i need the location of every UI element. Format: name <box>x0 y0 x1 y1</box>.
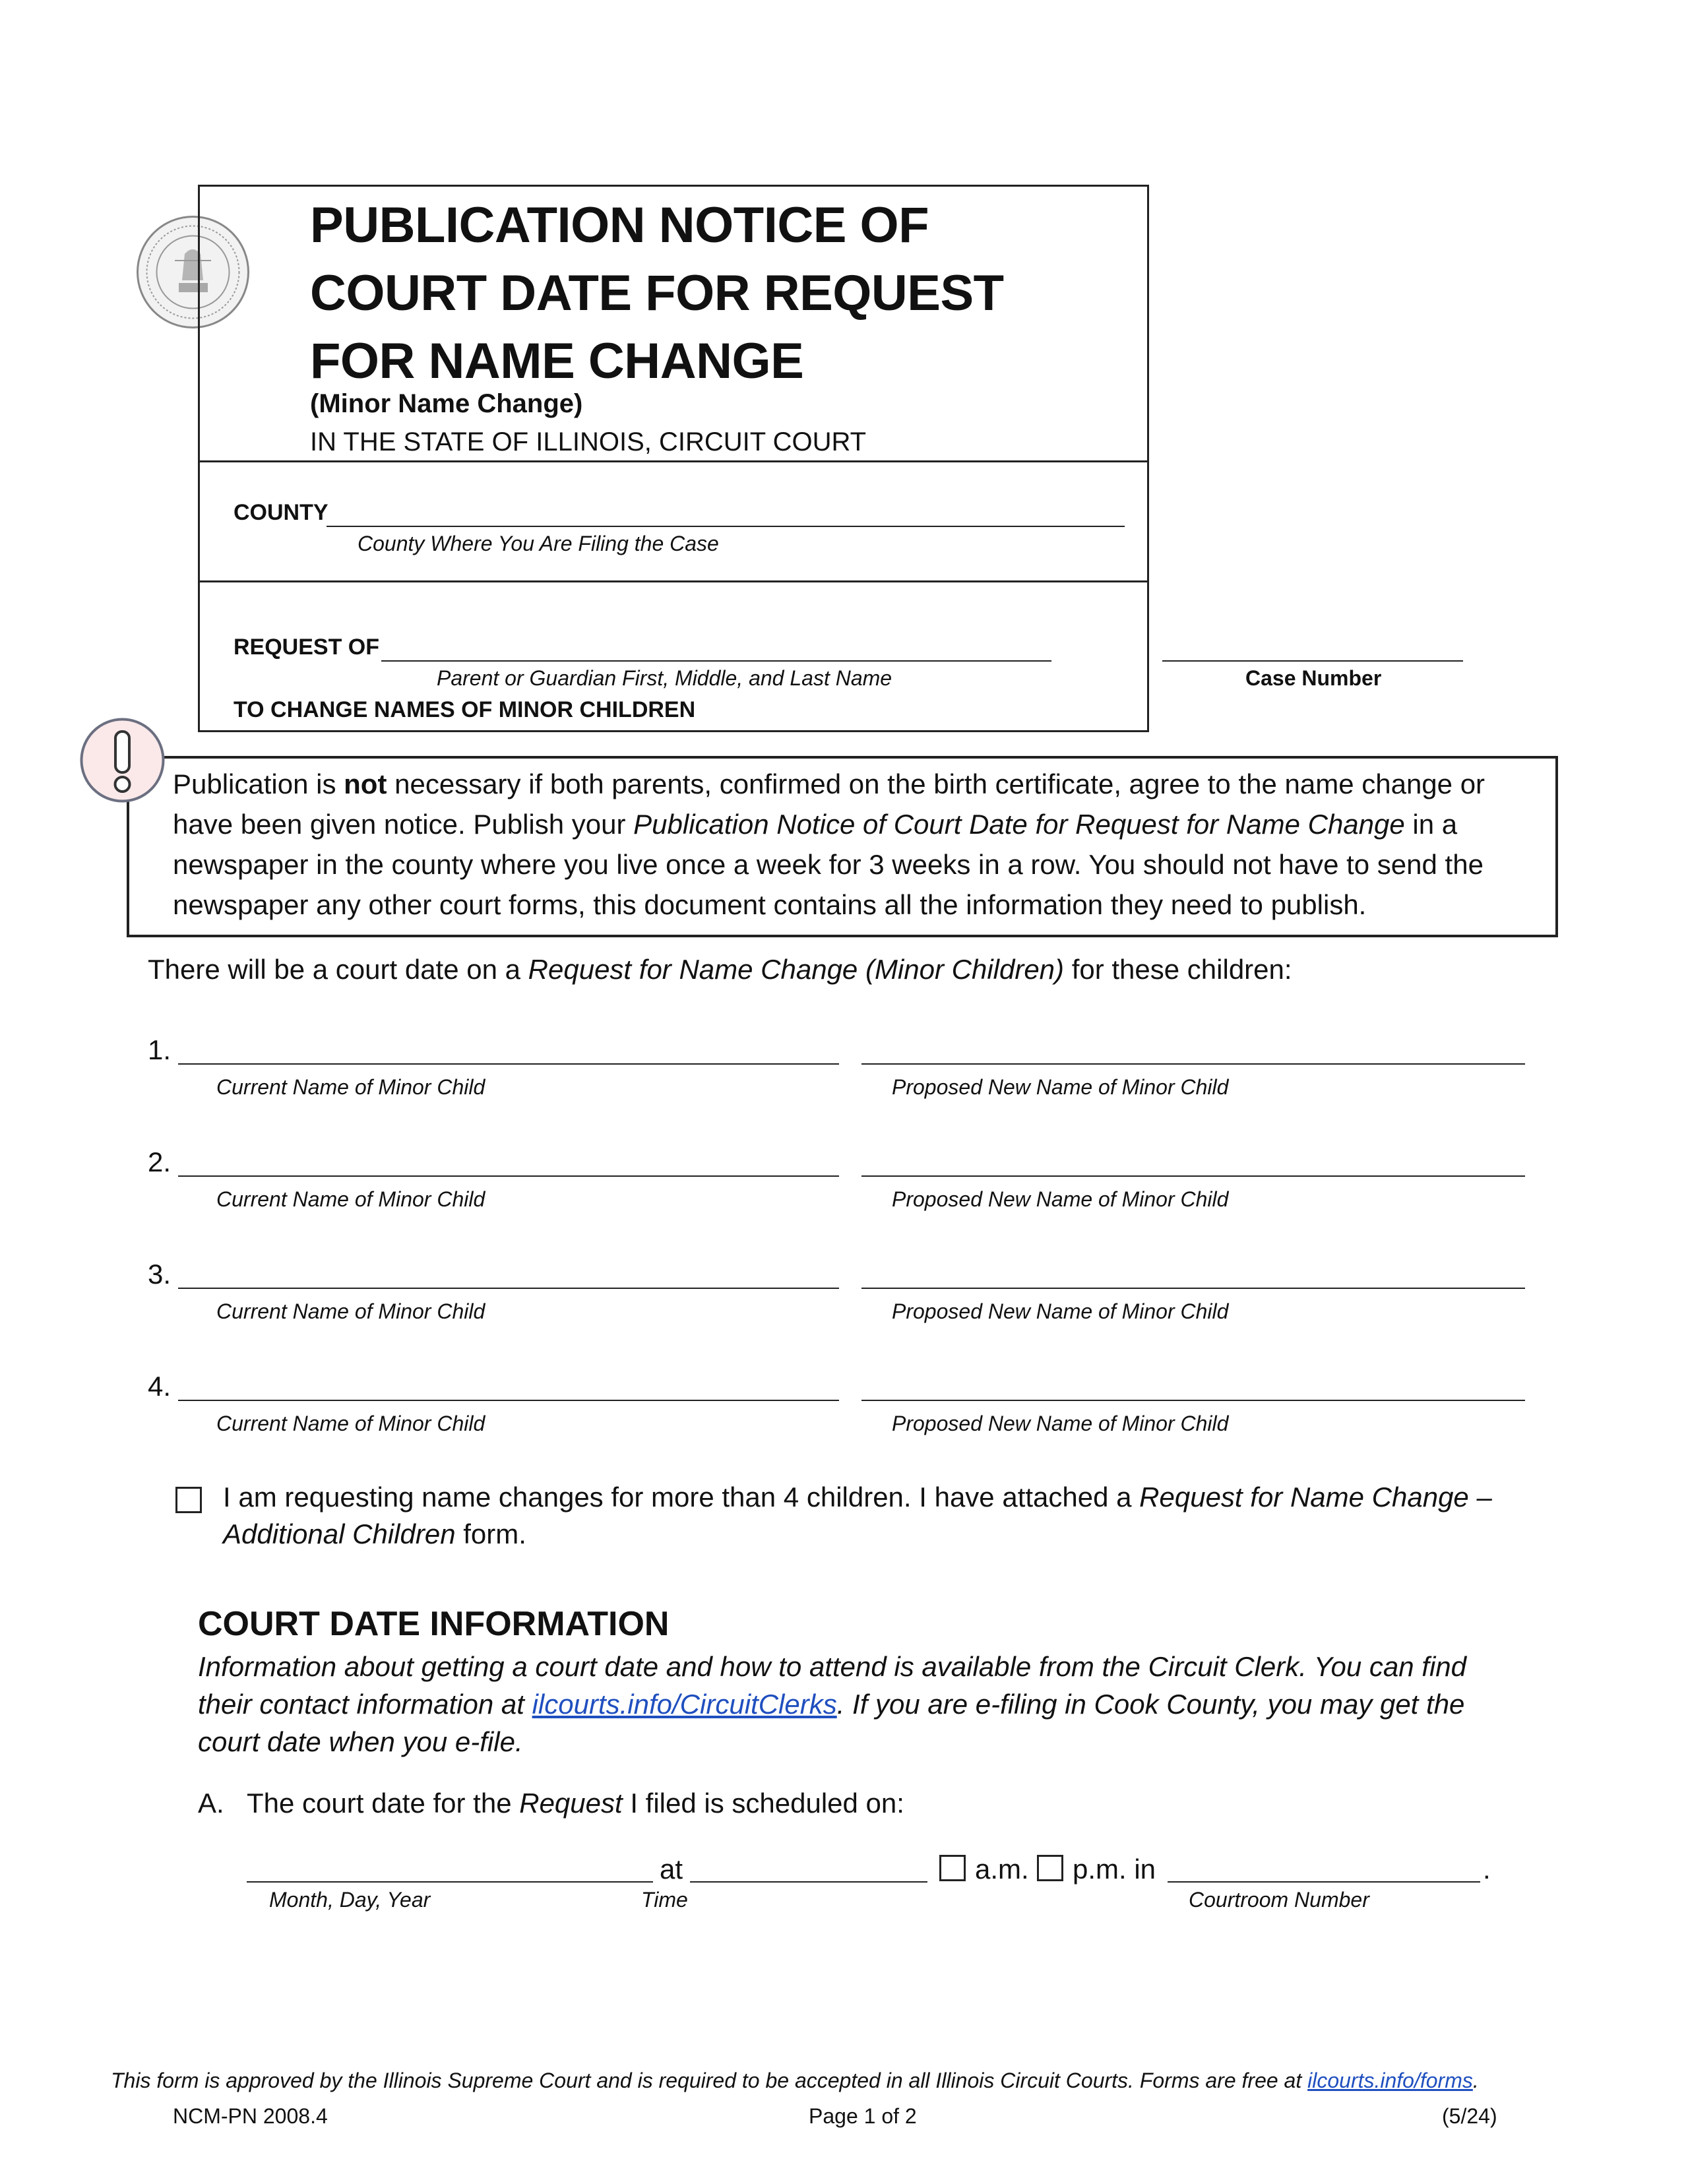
more-children-checkbox[interactable] <box>175 1487 202 1513</box>
footer-approval-note: This form is approved by the Illinois Supreme Court and is required to be accepted in all Illinois Circuit Courts. Forms are free at ilcourts.info/forms. <box>111 2069 1479 2092</box>
proposed-name-field[interactable] <box>861 1175 1525 1177</box>
county-caption: County Where You Are Filing the Case <box>358 532 719 555</box>
proposed-name-caption: Proposed New Name of Minor Child <box>892 1412 1229 1435</box>
current-name-caption: Current Name of Minor Child <box>216 1412 485 1435</box>
proposed-name-caption: Proposed New Name of Minor Child <box>892 1075 1229 1099</box>
current-name-field[interactable] <box>178 1288 839 1289</box>
courtroom-caption: Courtroom Number <box>1189 1888 1369 1912</box>
current-name-field[interactable] <box>178 1063 839 1065</box>
child-number: 1. <box>148 1034 172 1065</box>
child-number: 2. <box>148 1146 172 1177</box>
county-field[interactable] <box>327 526 1125 527</box>
proposed-name-caption: Proposed New Name of Minor Child <box>892 1299 1229 1323</box>
title-line: COURT DATE FOR REQUEST <box>310 265 1004 321</box>
current-name-caption: Current Name of Minor Child <box>216 1187 485 1211</box>
period: . <box>1483 1854 1491 1885</box>
proposed-name-caption: Proposed New Name of Minor Child <box>892 1187 1229 1211</box>
pm-checkbox[interactable] <box>1037 1855 1063 1881</box>
title-line: FOR NAME CHANGE <box>310 333 804 389</box>
item-a-letter: A. <box>198 1788 224 1819</box>
change-names-label: TO CHANGE NAMES OF MINOR CHILDREN <box>234 697 696 722</box>
current-name-caption: Current Name of Minor Child <box>216 1075 485 1099</box>
current-name-caption: Current Name of Minor Child <box>216 1299 485 1323</box>
form-id: NCM-PN 2008.4 <box>173 2104 328 2128</box>
am-label: a.m. <box>975 1854 1029 1885</box>
request-of-label: REQUEST OF <box>234 635 380 660</box>
case-number-label: Case Number <box>1245 666 1382 690</box>
alert-icon <box>78 716 167 805</box>
court-time-field[interactable] <box>690 1881 927 1883</box>
court-date-field[interactable] <box>247 1881 653 1883</box>
page-number: Page 1 of 2 <box>809 2104 917 2128</box>
more-children-text: I am requesting name changes for more than 4 children. I have attached a Request for Name Change – Additional Children form. <box>223 1482 1492 1549</box>
court-name: IN THE STATE OF ILLINOIS, CIRCUIT COURT <box>310 427 867 456</box>
circuit-clerks-link[interactable]: ilcourts.info/CircuitClerks <box>532 1689 837 1720</box>
courtroom-field[interactable] <box>1168 1881 1480 1883</box>
section-title: COURT DATE INFORMATION <box>198 1605 670 1643</box>
time-caption: Time <box>641 1888 688 1912</box>
case-number-field[interactable] <box>1162 660 1463 662</box>
date-caption: Month, Day, Year <box>269 1888 431 1912</box>
parent-name-field[interactable] <box>381 660 1051 662</box>
parent-name-caption: Parent or Guardian First, Middle, and Last Name <box>437 666 892 690</box>
court-date-info-text: Information about getting a court date and how to attend is available from the Circuit Clerk. You can find their contact information at ilcourts.info/CircuitClerks. If you are e-filing in Cook County, you may get the court date when you e-file. <box>198 1651 1467 1757</box>
forms-link[interactable]: ilcourts.info/forms <box>1307 2069 1473 2092</box>
proposed-name-field[interactable] <box>861 1288 1525 1289</box>
form-subtitle: (Minor Name Change) <box>310 389 583 418</box>
item-a-text: The court date for the Request I filed is scheduled on: <box>247 1788 904 1819</box>
current-name-field[interactable] <box>178 1400 839 1401</box>
publication-notice-text: Publication is not necessary if both parents, confirmed on the birth certificate, agree to the name change or have been given notice. Publish your Publication Notice of Court Date for Request for Name Change in a newspaper in the county where you live once a week for 3 weeks in a row. You should not have to send the newspaper any other court forms, this document contains all the information they need to publish. <box>173 768 1485 920</box>
caption-divider <box>198 460 1149 462</box>
caption-divider <box>198 580 1149 582</box>
title-line: PUBLICATION NOTICE OF <box>310 197 929 253</box>
county-label: COUNTY <box>234 500 328 525</box>
form-date: (5/24) <box>1442 2104 1497 2128</box>
child-number: 3. <box>148 1259 172 1290</box>
proposed-name-field[interactable] <box>861 1400 1525 1401</box>
intro-text: There will be a court date on a Request for Name Change (Minor Children) for these children: <box>148 954 1292 985</box>
pm-label: p.m. in <box>1073 1854 1156 1885</box>
form-title <box>310 191 1004 395</box>
am-checkbox[interactable] <box>939 1855 966 1881</box>
child-number: 4. <box>148 1371 172 1402</box>
current-name-field[interactable] <box>178 1175 839 1177</box>
at-label: at <box>660 1854 683 1885</box>
proposed-name-field[interactable] <box>861 1063 1525 1065</box>
